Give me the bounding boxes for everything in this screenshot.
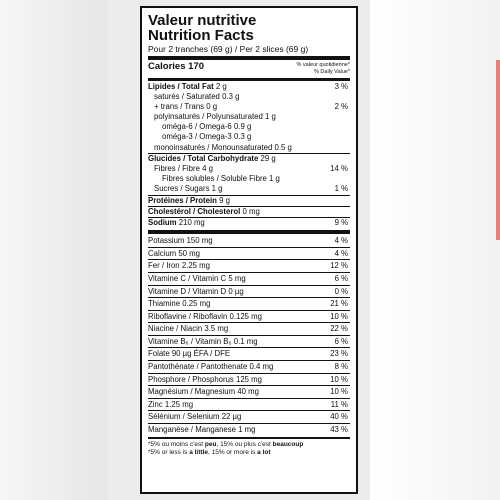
divider-thick [148,56,350,60]
divider-mid [148,437,350,440]
nutrient-name: Pantothénate / Pantothenate [148,362,248,372]
nutrient-row [148,347,350,360]
nutrient-row [148,174,350,184]
nutrient-amount: 0.125 mg [229,311,262,321]
footnote-emphasis: a little [189,449,208,457]
nutrient-row [148,297,350,310]
footnote-text: , 15% ou plus c'est [216,441,273,449]
dv-header-en: % Daily Value* [314,68,350,75]
background-right [370,0,500,500]
footnote-text: *5% or less is [148,449,190,457]
nutrient-row [148,385,350,398]
nutrient-row [148,132,350,142]
nutrient-name: Magnésium / Magnesium [148,387,236,397]
nutrient-name: Sodium [148,217,177,227]
nutrient-name: Niacine / Niacin [148,324,203,334]
nutrient-row [148,153,350,164]
nutrient-row [148,184,350,194]
nutrient-row [148,423,350,436]
nutrient-amount: 0.25 mg [182,299,211,309]
daily-value-header [296,62,350,75]
nutrient-row [148,235,350,247]
nutrient-row [148,102,350,112]
nutrient-row [148,285,350,298]
nutrient-name: Sucres / Sugars [154,184,210,194]
nutrient-name: Vitamine D / Vitamin D [148,286,227,296]
micronutrients [148,235,350,436]
nutrient-name: Thiamine [148,299,181,309]
nutrient-dv: 4 % [334,248,348,258]
nutrition-facts-panel [140,6,358,494]
nutrient-row [148,122,350,132]
nutrient-row [148,335,350,348]
nutrient-dv: 0 % [334,286,348,296]
nutrient-name: Folate [148,349,170,359]
nutrient-name: oméga-6 / Omega-6 [162,122,232,132]
nutrient-row [148,82,350,92]
nutrient-name: Cholestérol / Cholesterol [148,206,241,216]
nutrient-amount: 1 g [269,174,280,184]
nutrient-dv: 6 % [334,336,348,346]
nutrient-name: oméga-3 / Omega-3 [162,132,232,142]
nutrient-amount: 3.5 mg [204,324,229,334]
nutrient-amount: 5 mg [228,273,246,283]
nutrient-name: Fer / Iron [148,261,180,271]
nutrient-name: Sélénium / Selenium [148,412,220,422]
nutrient-amount: 22 µg [221,412,242,422]
nutrient-row [148,143,350,153]
nutrient-row [148,259,350,272]
nutrient-dv: 22 % [330,324,348,334]
nutrient-amount: 1.25 mg [164,399,194,409]
nutrient-amount: 1 g [211,184,223,194]
calories-label: Calories [148,61,186,72]
nutrient-dv: 8 % [334,362,348,372]
footnote-emphasis: a lot [257,449,271,457]
nutrient-row [148,322,350,335]
calories [148,61,204,72]
nutrient-name: Fibres / Fibre [154,164,200,173]
nutrient-amount: 0.5 g [274,142,292,152]
nutrient-amount: 40 mg [237,387,259,397]
nutrient-name: + trans / Trans [154,101,205,111]
nutrient-dv: 14 % [330,164,348,173]
nutrient-row [148,206,350,217]
nutrient-name: Phosphore / Phosphorus [148,374,234,384]
nutrient-dv: 40 % [330,412,348,422]
nutrient-amount: 1 mg [238,425,256,435]
macronutrients [148,82,350,229]
nutrient-amount: 150 mg [186,236,213,246]
nutrient-row [148,92,350,102]
nutrient-name: Calcium [148,248,177,258]
nutrient-amount: 1 g [264,112,276,122]
serving-size: Pour 2 tranches (69 g) / Per 2 slices (69 g) [148,44,309,54]
nutrient-name: Manganèse / Manganese [148,425,236,435]
nutrient-amount: 0 µg [228,286,244,296]
nutrient-row [148,310,350,323]
nutrient-name: Lipides / Total Fat [148,81,214,91]
nutrient-dv: 21 % [330,299,348,309]
nutrient-name: Glucides / Total Carbohydrate [148,153,259,163]
nutrient-row [148,398,350,411]
nutrient-amount: 2 g [215,81,227,91]
calories-value: 170 [188,61,204,72]
calories-row [148,61,350,77]
nutrient-dv: 1 % [334,184,348,194]
nutrient-amount: 9 g [219,195,230,205]
nutrient-row [148,373,350,386]
footnote-text: , 15% or more is [207,449,258,457]
nutrient-name: Vitamine B₆ / Vitamin B₆ [148,336,232,346]
title-en: Nutrition Facts [148,27,254,44]
nutrient-amount: 2.25 mg [181,261,210,271]
nutrient-amount: 0 g [206,101,218,111]
nutrient-amount: 0.4 mg [249,362,274,372]
nutrient-dv: 2 % [334,101,348,111]
nutrient-dv: 6 % [334,273,348,283]
nutrient-amount: 0 mg [242,206,260,216]
nutrient-name: monoinsaturés / Monounsaturated [154,142,273,152]
nutrient-amount: 0.3 g [222,91,240,101]
divider-thick [148,230,350,234]
nutrient-dv: 10 % [330,374,348,384]
nutrient-amount: 210 mg [178,217,205,227]
nutrient-name: saturés / Saturated [154,91,220,101]
nutrient-row [148,112,350,122]
nutrient-row [148,272,350,285]
nutrient-dv: 9 % [334,217,348,227]
nutrient-amount: 29 g [260,153,276,163]
nutrient-name: Potassium [148,236,185,246]
nutrient-amount: 0.3 g [233,132,252,142]
footnote-text: *5% ou moins c'est [148,441,205,449]
nutrient-dv: 23 % [330,349,348,359]
background-left [0,0,108,500]
nutrient-dv: 10 % [330,311,348,321]
nutrient-name: Fibres solubles / Soluble Fibre [162,174,267,184]
nutrient-dv: 43 % [330,425,348,435]
nutrient-dv: 10 % [330,387,348,397]
footnote-emphasis: beaucoup [272,441,304,449]
nutrient-row [148,195,350,206]
nutrient-amount: 50 mg [178,248,201,258]
nutrient-amount: 4 g [202,164,213,173]
nutrient-dv: 11 % [330,399,348,409]
nutrient-name: Zinc [148,399,163,409]
divider-mid [148,78,350,81]
footnote-fr [148,441,350,449]
nutrient-row [148,247,350,260]
nutrient-row [148,217,350,228]
footnote-en [148,449,350,457]
nutrient-dv: 3 % [334,81,348,91]
nutrient-name: Riboflavine / Riboflavin [148,311,228,321]
dv-header-fr: % valeur quotidienne* [296,62,350,68]
footnote-emphasis: peu [204,441,217,449]
nutrient-dv: 12 % [330,261,348,271]
nutrient-amount: 0.1 mg [233,336,258,346]
nutrient-name: Protéines / Protein [148,195,217,205]
nutrient-dv: 4 % [334,236,348,246]
nutrient-row [148,164,350,174]
nutrient-amount: 125 mg [236,374,263,384]
nutrient-name: polyinsaturés / Polyunsaturated [154,112,263,122]
nutrient-row [148,360,350,373]
nutrient-name: Vitamine C / Vitamin C [148,273,227,283]
package-edge [496,60,500,240]
nutrient-amount: 0.9 g [233,122,252,132]
nutrient-amount: 90 µg ÉFA / DFE [171,349,231,359]
title-fr: Valeur nutritive [148,12,257,29]
nutrient-row [148,410,350,423]
